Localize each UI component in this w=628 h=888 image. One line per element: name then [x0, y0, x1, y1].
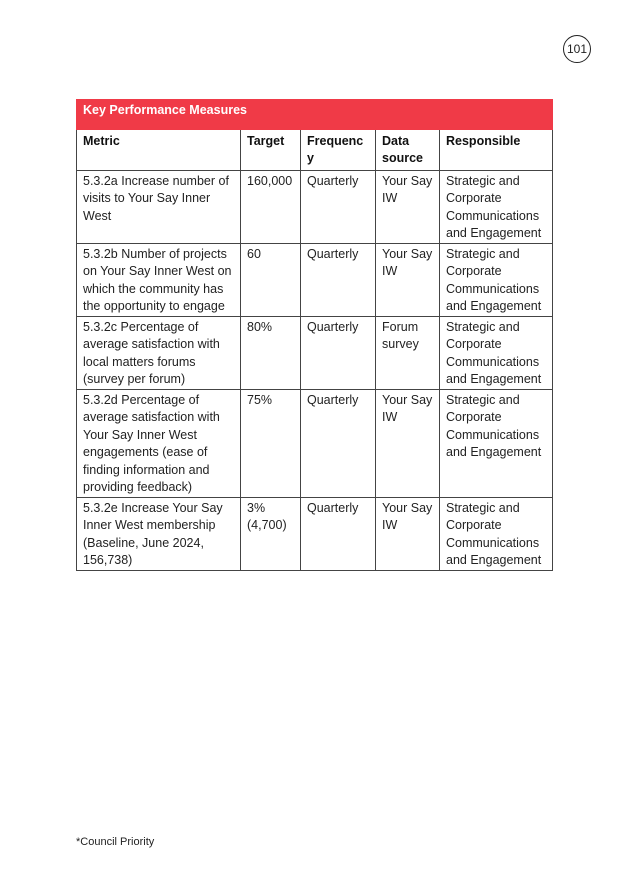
table-row [77, 170, 553, 243]
target-cell: 80% [241, 316, 301, 389]
frequency-cell: Quarterly [301, 497, 376, 570]
table-row [77, 243, 553, 316]
frequency-cell: Quarterly [301, 316, 376, 389]
responsible-cell: Strategic and Corporate Communications and Engagement [440, 316, 553, 389]
frequency-cell: Quarterly [301, 170, 376, 243]
metric-cell: 5.3.2c Percentage of average satisfaction with local matters forums (survey per forum) [77, 316, 241, 389]
responsible-cell: Strategic and Corporate Communications and Engagement [440, 243, 553, 316]
table-row [77, 497, 553, 570]
footnote: *Council Priority [76, 836, 155, 848]
table-title: Key Performance Measures [77, 100, 553, 130]
responsible-cell: Strategic and Corporate Communications and Engagement [440, 170, 553, 243]
responsible-cell: Strategic and Corporate Communications and Engagement [440, 497, 553, 570]
metric-cell: 5.3.2a Increase number of visits to Your Say Inner West [77, 170, 241, 243]
column-header-frequency: Frequency [301, 129, 376, 170]
frequency-cell: Quarterly [301, 243, 376, 316]
data-source-cell: Your Say IW [376, 170, 440, 243]
kpi-table [76, 99, 553, 571]
target-cell: 3% (4,700) [241, 497, 301, 570]
metric-cell: 5.3.2e Increase Your Say Inner West membership (Baseline, June 2024, 156,738) [77, 497, 241, 570]
frequency-cell: Quarterly [301, 389, 376, 497]
column-header-target: Target [241, 129, 301, 170]
column-header-responsible: Responsible [440, 129, 553, 170]
column-header-metric: Metric [77, 129, 241, 170]
metric-cell: 5.3.2b Number of projects on Your Say Inner West on which the community has the opportunity to engage [77, 243, 241, 316]
data-source-cell: Your Say IW [376, 497, 440, 570]
column-header-data-source: Data source [376, 129, 440, 170]
data-source-cell: Your Say IW [376, 243, 440, 316]
target-cell: 60 [241, 243, 301, 316]
metric-cell: 5.3.2d Percentage of average satisfaction with Your Say Inner West engagements (ease of finding information and providing feedback) [77, 389, 241, 497]
data-source-cell: Forum survey [376, 316, 440, 389]
table-row [77, 389, 553, 497]
target-cell: 75% [241, 389, 301, 497]
page-number: 101 [563, 35, 591, 63]
table-row [77, 316, 553, 389]
data-source-cell: Your Say IW [376, 389, 440, 497]
responsible-cell: Strategic and Corporate Communications and Engagement [440, 389, 553, 497]
target-cell: 160,000 [241, 170, 301, 243]
